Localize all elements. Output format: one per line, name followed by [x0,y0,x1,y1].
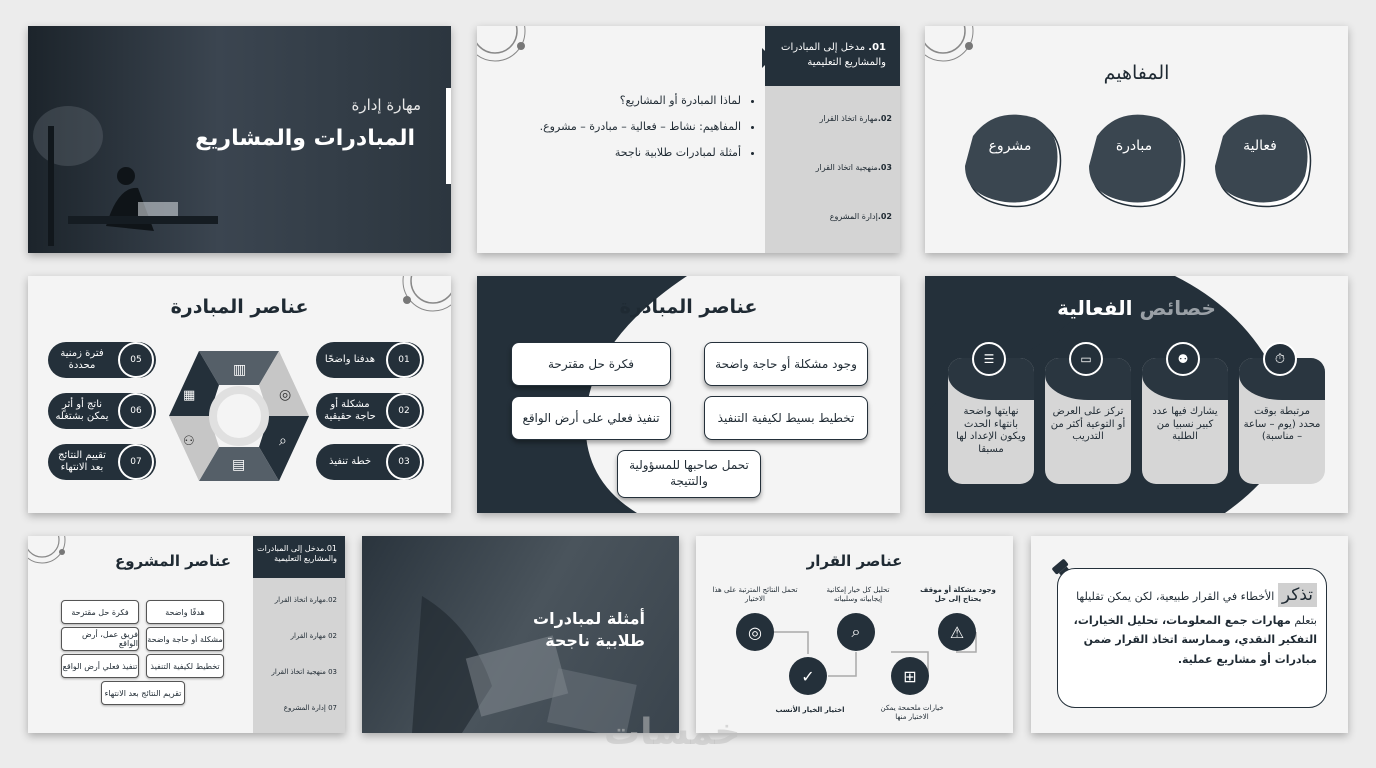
agenda-header [765,26,900,86]
project-element-box: تنفيذ فعلي أرض الواقع [61,654,139,678]
check-icon: ✓ [789,657,827,695]
agenda-bullet: • لماذا المبادرة أو المشاريع؟ [540,88,741,114]
element-pill: 07 تقييم النتائج بعد الانتهاء [48,444,156,480]
concept-blob [965,115,1061,207]
agenda-bullets [540,88,755,166]
checklist-icon: ☰ [972,342,1006,376]
monitor-icon: ▭ [1069,342,1103,376]
agenda-sidebar [765,86,900,253]
project-header: 01.مدخل إلى المبادرات والمشاريع التعليمية [253,536,345,578]
agenda-bullet: • أمثلة لمبادرات طلابية ناجحة [540,140,741,166]
watermark: خمسات [604,712,741,753]
element-box: وجود مشكلة أو حاجة واضحة [704,342,868,386]
characteristic-card: نهايتها واضحة بانتهاء الحدث ويكون الإعداد لها مسبقا [948,358,1034,484]
element-pill: 01 هدفنا واضحًا [316,342,424,378]
agenda-bullet: • المفاهيم: نشاط – فعالية – مبادرة – مشروع. [540,114,741,140]
concept-blob [1215,115,1311,207]
stopwatch-icon: ⏱ [1263,342,1297,376]
project-sidebar [253,578,345,733]
agenda-sidebar-item[interactable]: 02.إدارة المشروع [829,212,892,221]
project-sidebar-item[interactable]: 02 مهارة القرار [290,632,337,640]
cover-accent-bar [446,88,451,184]
concept-blob [1089,115,1185,207]
slide-project-elements[interactable] [28,536,345,733]
svg-text:▤: ▤ [232,457,246,473]
project-element-box: تقريم النتائج بعد الانتهاء [101,681,185,705]
slide-agenda[interactable] [477,26,900,253]
hexagon-diagram [169,341,309,491]
slide-successful-examples[interactable] [362,536,679,733]
cover-title: المبادرات والمشاريع [195,126,415,151]
element-pill: 05 فترة زمنية محددة [48,342,156,378]
remember-bold-line: مهارات جمع المعلومات، تحليل الخيارات، التفكير النقدي، وممارسة اتخاذ القرار ضمن مبادرات أو مشاريع عملية. [1073,613,1317,667]
element-box: تخطيط بسيط لكيفية التنفيذ [704,396,868,440]
project-elements-title: عناصر المشروع [114,552,232,570]
slide-concepts[interactable] [925,26,1348,253]
element-box: تحمل صاحبها للمسؤولية والتتيجة [617,450,761,498]
characteristics-title: خصائص الفعالية [1057,296,1216,320]
agenda-sidebar-item[interactable]: 03.منهجية اتخاذ القرار [815,163,892,172]
svg-text:▥: ▥ [233,362,247,378]
search-icon: ⌕ [837,613,875,651]
svg-text:▦: ▦ [183,388,196,403]
slide-initiative-elements-hexagon[interactable] [28,276,451,513]
concept-blobs [925,106,1348,226]
element-box: فكرة حل مقترحة [511,342,671,386]
slide-event-characteristics[interactable] [925,276,1348,513]
project-element-box: فريق عمل، أرض الواقع [61,627,139,651]
examples-title: أمثلة لمبادرات طلابية ناجحة [533,609,645,651]
decision-label: خيارات ملحمحة يمكن الاختيار منها [880,704,944,721]
remember-text [1067,580,1317,670]
corner-arcs-decoration [477,26,537,66]
decision-label: تحمل النتائج المترتبة على هذا الاختيار [712,586,798,603]
project-sidebar-item[interactable]: 03 منهجية اتخاذ القرار [271,668,337,676]
remember-word: تذكر [1278,583,1317,607]
slide-cover[interactable] [28,26,451,253]
slide-initiative-elements-boxes[interactable] [477,276,900,513]
cover-subtitle: مهارة إدارة [351,96,421,114]
element-pill: 06 ناتج أو أثرٍ يمكن بشتغله [48,393,156,429]
decision-elements-title: عناصر القرار [806,552,903,570]
svg-text:⚇: ⚇ [183,434,195,449]
target-icon: ◎ [736,613,774,651]
element-pill: 03 خطة تنفيذ [316,444,424,480]
boxes-slide-title: عناصر المبادرة [619,296,758,318]
agenda-header-text: مدخل إلى المبادرات والمشاريع التعليمية [781,42,886,68]
characteristic-card: تركز على العرض أو التوعية أكثر من التدريب [1045,358,1131,484]
decision-label: اختيار الخيار الأنسب [775,706,845,714]
hexagon-slide-title: عناصر المبادرة [170,296,309,318]
characteristic-card: مرتبطة بوقت محدد (يوم – ساعة – مناسبة) [1239,358,1325,484]
concept-label-project: مشروع [988,138,1032,154]
project-element-box: هدفًا واضحة [146,600,224,624]
element-pill: 02 مشكلة أو حاجة حقيقية [316,393,424,429]
concept-label-initiative: مبادرة [1115,138,1153,154]
characteristic-card: يشارك فيها عدد كبير نسبيا من الطلبة [1142,358,1228,484]
corner-arcs-decoration [925,26,985,66]
svg-text:⌕: ⌕ [279,433,287,449]
svg-text:◎: ◎ [279,387,292,403]
people-icon: ⚉ [1166,342,1200,376]
flowchart-icon: ⊞ [891,657,929,695]
remember-line: الأخطاء في القرار طبيعية، لكن يمكن تقليلها [1076,590,1275,603]
project-sidebar-item[interactable]: 02.مهارة اتخاذ القرار [274,596,337,604]
corner-arcs-decoration [28,536,78,570]
agenda-header-num: 01. [868,42,886,53]
element-box: تنفيذ فعلي على أرض الواقع [511,396,671,440]
concepts-title: المفاهيم [1103,62,1170,84]
decision-label: تحليل كل خيار إمكانية إيجابياته وسلبياته [826,586,890,603]
project-element-box: تخطيط لكيفية التنفيذ [146,654,224,678]
project-element-box: فكرة حل مقترحة [61,600,139,624]
decision-label: وجود مشكلة أو موقف يحتاج إلى حل [920,586,996,603]
warning-icon: ⚠ [938,613,976,651]
remember-line: بتعلم [1294,613,1317,627]
agenda-sidebar-item[interactable]: 02.مهارة اتخاذ القرار [819,114,892,123]
concept-label-event: فعالية [1243,138,1277,154]
project-sidebar-item[interactable]: 07 إدارة المشروع [283,704,337,712]
slide-remember[interactable] [1031,536,1348,733]
project-element-box: مشكلة أو حاجة واضحة [146,627,224,651]
slide-decision-elements[interactable] [696,536,1013,733]
